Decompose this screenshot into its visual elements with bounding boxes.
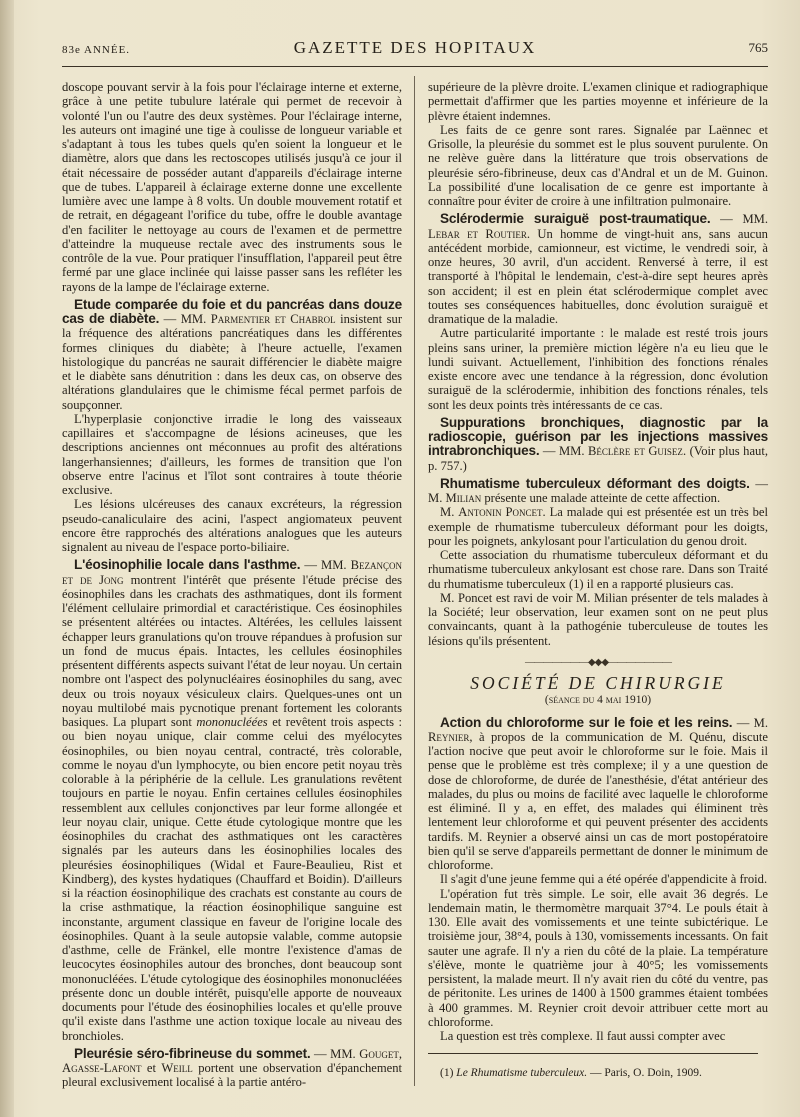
author-names: Bezançon et de Jong xyxy=(62,558,402,587)
left-column xyxy=(62,80,403,1090)
article-sclerodermie: Sclérodermie suraiguë post-traumatique. — MM. Lebar et Routier. Un homme de vingt-huit ans, sans aucun antécédent morbide, camionneur, est victime, le vendredi soir, à onze heures, 30 avril, d'un accident. Renversé à terre, il est transporté à l'hôpital le lendemain, c'est-à-dire sept heures après son accident; il est en plein état sclérodermique complet avec toutes ses conséquences habituelles, donc évolution suraiguë et dramatique de la maladie. xyxy=(428,211,768,326)
article-title: Etude comparée du foie et du pancréas dans douze cas de diabète. xyxy=(62,296,402,326)
paragraph: doscope pouvant servir à la fois pour l'éclairage interne et externe, grâce à une petite tubulure latérale qui permet de recevoir à volonté l'un ou l'autre des deux systèmes. Pour l'éclairage interne, les auteurs ont imaginé une tige à coulisse de longueur variable et s'adaptant à tous les tubes quels qu'en soient la longueur et le diamètre, alors que dans les rectoscopes utilisés jusqu'à ce jour il était nécessaire de posséder autant d'appareils d'éclairage interne que de tubes. L'appareil à éclairage externe donne une excellente lumière avec une lampe à 8 volts. Un double mouvement rotatif et de retrait, en dégageant l'orifice du tube, offre le double avantage d'en faciliter le nettoyage au cours de l'examen et de permettre d'atteindre la muqueuse rectale avec des instruments sous le contrôle de la vue. Pour pratiquer l'insufflation, l'appareil peut être fermé par une glace inclinée qui laisse passer sans les refléter les rayons de la lampe de l'éclairage externe. xyxy=(62,80,402,294)
footnote-rule xyxy=(428,1053,758,1054)
author-names: Antonin Poncet xyxy=(458,505,543,520)
italic-term: mononucléées xyxy=(196,715,268,729)
paragraph: L'opération fut très simple. Le soir, elle avait 36 degrés. Le lendemain matin, le thermomètre marquait 37°4. Le pouls était à 130. Elle avait des vomissements et une teinte subictérique. Le troisième jour, 38°4, pouls à 130, vomissements incessants. On fait sauter une agrafe. Il n'y a rien du côté de la plaie. La température s'élève, monte le quatrième jour à 40°5; les vomissements persistent, la malade meurt. Il n'y avait rien du côté du ventre, pas de péritonite. Les urines de 1400 à 1500 grammes étaient tombées à 400 grammes. M. Reynier croit devoir attribuer cette mort au chloroforme. xyxy=(428,886,768,1029)
author-names: Milian xyxy=(445,491,482,505)
paragraph: portent une observation d'épanchement pleural exclusivement localisé à la partie antéro- xyxy=(62,1061,403,1090)
article-chloroforme: Action du chloroforme sur le foie et les reins. — M. Reynier, à propos de la communication de M. Quénu, discute l'action nocive que peut avoir le chloroforme sur le foie. Mais il pense que le problème est très complexe; il y a une question de dose de chloroforme, de durée de l'anesthésie, d'état antérieur des malades, du plus ou moins de facilité avec laquelle le chloroforme est éliminé. Il y a, en effet, des malades qui éliminent très lentement leur chloroforme et qui peuvent présenter des accidents tardifs. M. Reynier a observé ainsi un cas de mort postopératoire bien qu'il se serve d'appareils permettant de donner le minimum de chloroforme. xyxy=(428,714,768,872)
paragraph: L'hyperplasie conjonctive irradie le long des vaisseaux capillaires et s'accompagne de lésions acineuses, que les descriptions anciennes ont méconnues au profit des altérations langerhansiennes; d'ailleurs, les formes de transition que l'on observe entre l'acinus et l'îlot sont contraires à toute théorie exclusive. xyxy=(62,411,402,497)
author-names: Lebar et Routier xyxy=(428,226,527,241)
paragraph: présente une malade atteinte de cette affection. xyxy=(481,491,721,505)
paragraph: et revêtent trois aspects : ou bien noyau unique, clair comme celui des myélocytes éosinophiles, ou bien noyau central, contracté, très colorable, comme le noyau d'un lymphocyte, ou bien encore petit noyau très colorable à la périphérie de la cellule. Les granulations revêtent toujours en partie le noyau. Enfin certaines cellules éosinophiles ressemblent aux cellules conjonctives par leur forme allongée et leur noyau clair, unique. Cette étude cytologique montre que les éosinophiles du crachat des asthmatiques ont les caractères signalés par les auteurs dans les éosinophilies locales des pleurésies éosinophiliques (Widal et Faure-Beaulieu, Rist et Kindberg), des kystes hydatiques (Chauffard et Boidin). D'ailleurs si la réaction éosinophilique des crachats est constante au cours de la crise asthmatique, la réaction éosinophilique sanguine est inconstante, argument classique en faveur de l'origine locale des éosinophiles. Quant à la seule autopsie valable, comme autopsie d'asthme, celle de Fränkel, elle montre l'existence d'amas de leucocytes éosinophiles autour des bronches, dont beaucoup sont mononucléées. L'étude cytologique des éosinophiles mononucléées présente donc un double intérêt, puisqu'elle apporte de nouveaux documents pour l'étude des éosinophilies locales et qu'elle prouve qu'il existe dans l'asthme une action toxique locale au niveau des bronchioles. xyxy=(62,715,402,1043)
paragraph: . Un homme de vingt-huit ans, sans aucun antécédent morbide, camionneur, est victime, le vendredi soir, à onze heures, 30 avril, d'un accident. Renversé à terre, il est transporté à l'hôpital le lendemain, c'est-à-dire sept heures après son accident; il est en plein état sclérodermique complet avec toutes ses conséquences habituelles, donc évolution suraiguë et dramatique de la maladie. xyxy=(428,226,768,326)
footnote-title: Le Rhumatisme tuberculeux. xyxy=(456,1066,588,1079)
footnote: (1) Le Rhumatisme tuberculeux. — Paris, O. Doin, 1909. xyxy=(440,1066,702,1079)
author-names: Weill xyxy=(161,1061,193,1075)
society-title: SOCIÉTÉ DE CHIRURGIE xyxy=(470,673,726,693)
article-pleuresie: Pleurésie séro-fibrineuse du sommet. — MM. Gouget, Agasse-Lafont et Weill portent une observation d'épanchement pleural exclusivement localisé à la partie antéro- xyxy=(62,1045,403,1090)
running-header xyxy=(62,38,768,62)
article-title: Action du chloroforme sur le foie et les reins. xyxy=(440,714,733,730)
session-date: (séance du 4 mai 1910) xyxy=(544,694,652,707)
author-names: Reynier xyxy=(428,729,470,744)
column-separator xyxy=(414,76,415,1086)
right-column xyxy=(428,80,768,1080)
page-binding xyxy=(0,0,14,1117)
volume-label: 83e ANNÉE. xyxy=(62,44,131,56)
author-names: Parmentier et Chabrol xyxy=(210,312,336,326)
paragraph: supérieure de la plèvre droite. L'examen clinique et radiographique permettait d'affirmer que les parties moyenne et inférieure de la plèvre étaient indemnes. xyxy=(428,80,768,123)
paragraph: . (Voir plus haut, p. 757.) xyxy=(428,444,769,473)
paragraph: Les lésions ulcéreuses des canaux excréteurs, la régression pseudo-canaliculaire des acini, l'aspect angiomateux peuvent encore être rapprochés des altérations analogues que les auteurs signalent au niveau de l'espace porto-biliaire. xyxy=(62,497,402,554)
author-names: Gouget, Agasse-Lafont xyxy=(62,1046,402,1075)
journal-title: GAZETTE DES HOPITAUX xyxy=(293,38,537,57)
article-eosinophilie: L'éosinophilie locale dans l'asthme. — MM. Bezançon et de Jong montrent l'intérêt que présente l'étude précise des éosinophiles dans les crachats des asthmatiques, dont ils forment l'élément cellulaire primordial et caractéristique. Ces éosinophiles se présentent altérées ou intactes. Altérées, les cellules laissent échapper leurs granulations qu'on trouve répandues à profusion sur un fond de mucus épais. Intactes, les cellules éosinophiles présentent différents aspects suivant l'état de leur noyau. Un certain nombre ont l'aspect des polynucléaires éosinophiles du sang, avec deux ou trois noyaux vésiculeux clairs. Quelques-unes ont un noyau multilobé mais pycnotique prenant fortement les colorants basiques. La plupart sont mononucléées et revêtent trois aspects : ou bien noyau unique, clair comme celui des myélocytes éosinophiles, ou bien noyau central, contracté, très colorable, comme le noyau d'un lymphocyte, ou bien encore petit noyau très colorable à la périphérie de la cellule. Les granulations revêtent toujours en partie le noyau. Enfin certaines cellules éosinophiles ressemblent aux cellules conjonctives par leur forme allongée et leur noyau clair, unique. Cette étude cytologique montre que les éosinophiles du crachat des asthmatiques ont les caractères signalés par les auteurs dans les éosinophilies locales des pleurésies éosinophiliques (Widal et Faure-Beaulieu, Rist et Kindberg), des kystes hydatiques (Chauffard et Boidin). D'ailleurs si la réaction éosinophilique des crachats est constante au cours de la crise asthmatique, la réaction éosinophilique sanguine est inconstante, argument classique en faveur de l'origine locale des éosinophiles. Quant à la seule autopsie valable, comme autopsie d'asthme, celle de Fränkel, elle montre l'existence d'amas de leucocytes éosinophiles autour des bronches, dont beaucoup sont mononucléées. L'étude cytologique des éosinophiles mononucléées présente donc un double intérêt, puisqu'elle apporte de nouveaux documents pour l'étude des éosinophilies locales et qu'elle prouve qu'il existe dans l'asthme une action toxique locale au niveau des bronchioles. xyxy=(62,557,402,1043)
paragraph: M. Antonin Poncet. La malade qui est présentée est un très bel exemple de rhumatisme tuberculeux déformant pour les doigts, pour les poignets, ankylosant pour l'articulation du genou droit. xyxy=(428,505,769,548)
article-title: Pleurésie séro-fibrineuse du sommet. xyxy=(74,1045,311,1061)
paragraph: montrent l'intérêt que présente l'étude précise des éosinophiles dans les crachats des asthmatiques, dont ils forment l'élément cellulaire primordial et caractéristique. Ces éosinophiles se présentent altérées ou intactes. Altérées, les cellules laissent échapper leurs granulations qu'on trouve répandues à profusion sur un fond de mucus épais. Intactes, les cellules éosinophiles présentent différents aspects suivant l'état de leur noyau. Un certain nombre ont l'aspect des polynucléaires éosinophiles du sang, avec deux ou trois noyaux vésiculeux clairs. Quelques-unes ont un noyau multilobé mais pycnotique prenant fortement les colorants basiques. La plupart sont xyxy=(62,572,402,729)
paragraph: Autre particularité importante : le malade est resté trois jours pleins sans uriner, la première miction légère n'a eu lieu que le lundi suivant. Actuellement, l'inhibition des fonctions rénales existe encore avec une tendance à la régression, donc évolution suraiguë de la sclérodermie, inhibition des fonctions rénales, tels sont les deux points très intéressants de ce cas. xyxy=(428,326,768,412)
paragraph: Cette association du rhumatisme tuberculeux déformant et du rhumatisme tuberculeux ankylosant est chose rare. Dans son Traité du rhumatisme tuberculeux (1) il en a rapporté plusieurs cas. xyxy=(428,548,768,591)
article-title: L'éosinophilie locale dans l'asthme. xyxy=(74,557,301,573)
article-title: Suppurations bronchiques, diagnostic par la radioscopie, guérison par les injections massives intrabronchiques. xyxy=(428,414,768,459)
paragraph: Il s'agit d'une jeune femme qui a été opérée d'appendicite à froid. xyxy=(440,872,768,887)
paragraph: , à propos de la communication de M. Quénu, discute l'action nocive que peut avoir le chloroforme sur le foie. Mais il pense que le problème est très complexe; il y a une question de dose de chloroforme, de durée de l'anesthésie, d'état antérieur des malades, du plus ou moins de facilité avec laquelle le chloroforme est éliminé. Il y a, en effet, des malades qui éliminent très lentement leur chloroforme et qui peuvent présenter des accidents tardifs. M. Reynier a observé ainsi un cas de mort postopératoire bien qu'il se serve d'appareils permettant de donner le minimum de chloroforme. xyxy=(428,729,768,872)
paragraph: Les faits de ce genre sont rares. Signalée par Laënnec et Grisolle, la pleurésie du sommet est le plus souvent purulente. On ne relève guère dans la littérature que trois observations de pleurésie séro-fibrineuse, deux cas d'Andral et un de M. Guinon. La possibilité d'une localisation de ce genre est importante à connaître pour éviter de croire à une infiltration pulmonaire. xyxy=(428,122,768,208)
article-suppurations: Suppurations bronchiques, diagnostic par la radioscopie, guérison par les injections massives intrabronchiques. — MM. Béclère et Guisez. (Voir plus haut, p. 757.) xyxy=(428,414,769,473)
header-rule xyxy=(62,66,768,67)
paragraph: insistent sur la fréquence des altérations pancréatiques dans les différentes formes cliniques du diabète; à l'heure actuelle, l'examen histologique du pancréas ne saurait différencier le diabète maigre et le diabète sans dénutrition : dans les deux cas, on observe des altérations glandulaires que le chimisme fécal permet parfois de soupçonner. xyxy=(62,312,403,412)
page-number: 765 xyxy=(748,40,768,55)
article-glycemie: Etude comparée du foie et du pancréas dans douze cas de diabète. — MM. Parmentier et Chabrol insistent sur la fréquence des altérations pancréatiques dans les différentes formes cliniques du diabète; à l'heure actuelle, l'examen histologique du pancréas ne saurait différencier le diabète maigre et le diabète sans dénutrition : dans les deux cas, on observe des altérations glandulaires que le chimisme fécal permet parfois de soupçonner. xyxy=(62,296,403,412)
author-names: Béclère et Guisez xyxy=(587,444,683,459)
article-title: Rhumatisme tuberculeux déformant des doigts. xyxy=(440,475,750,491)
section-ornament: ———————◆◆◆——————— xyxy=(524,656,672,668)
article-title: Sclérodermie suraiguë post-traumatique. xyxy=(440,211,711,227)
article-rhumatisme: Rhumatisme tuberculeux déformant des doigts. — M. Milian présente une malade atteinte de cette affection. xyxy=(428,475,768,505)
paragraph: La question est très complexe. Il faut aussi compter avec xyxy=(440,1029,726,1043)
paragraph: M. Poncet est ravi de voir M. Milian présenter de tels malades à la Société; leur observation, leur examen sont on ne peut plus convaincants, quant à la pathogénie tuberculeuse de toutes les lésions qu'ils présentent. xyxy=(428,590,768,648)
